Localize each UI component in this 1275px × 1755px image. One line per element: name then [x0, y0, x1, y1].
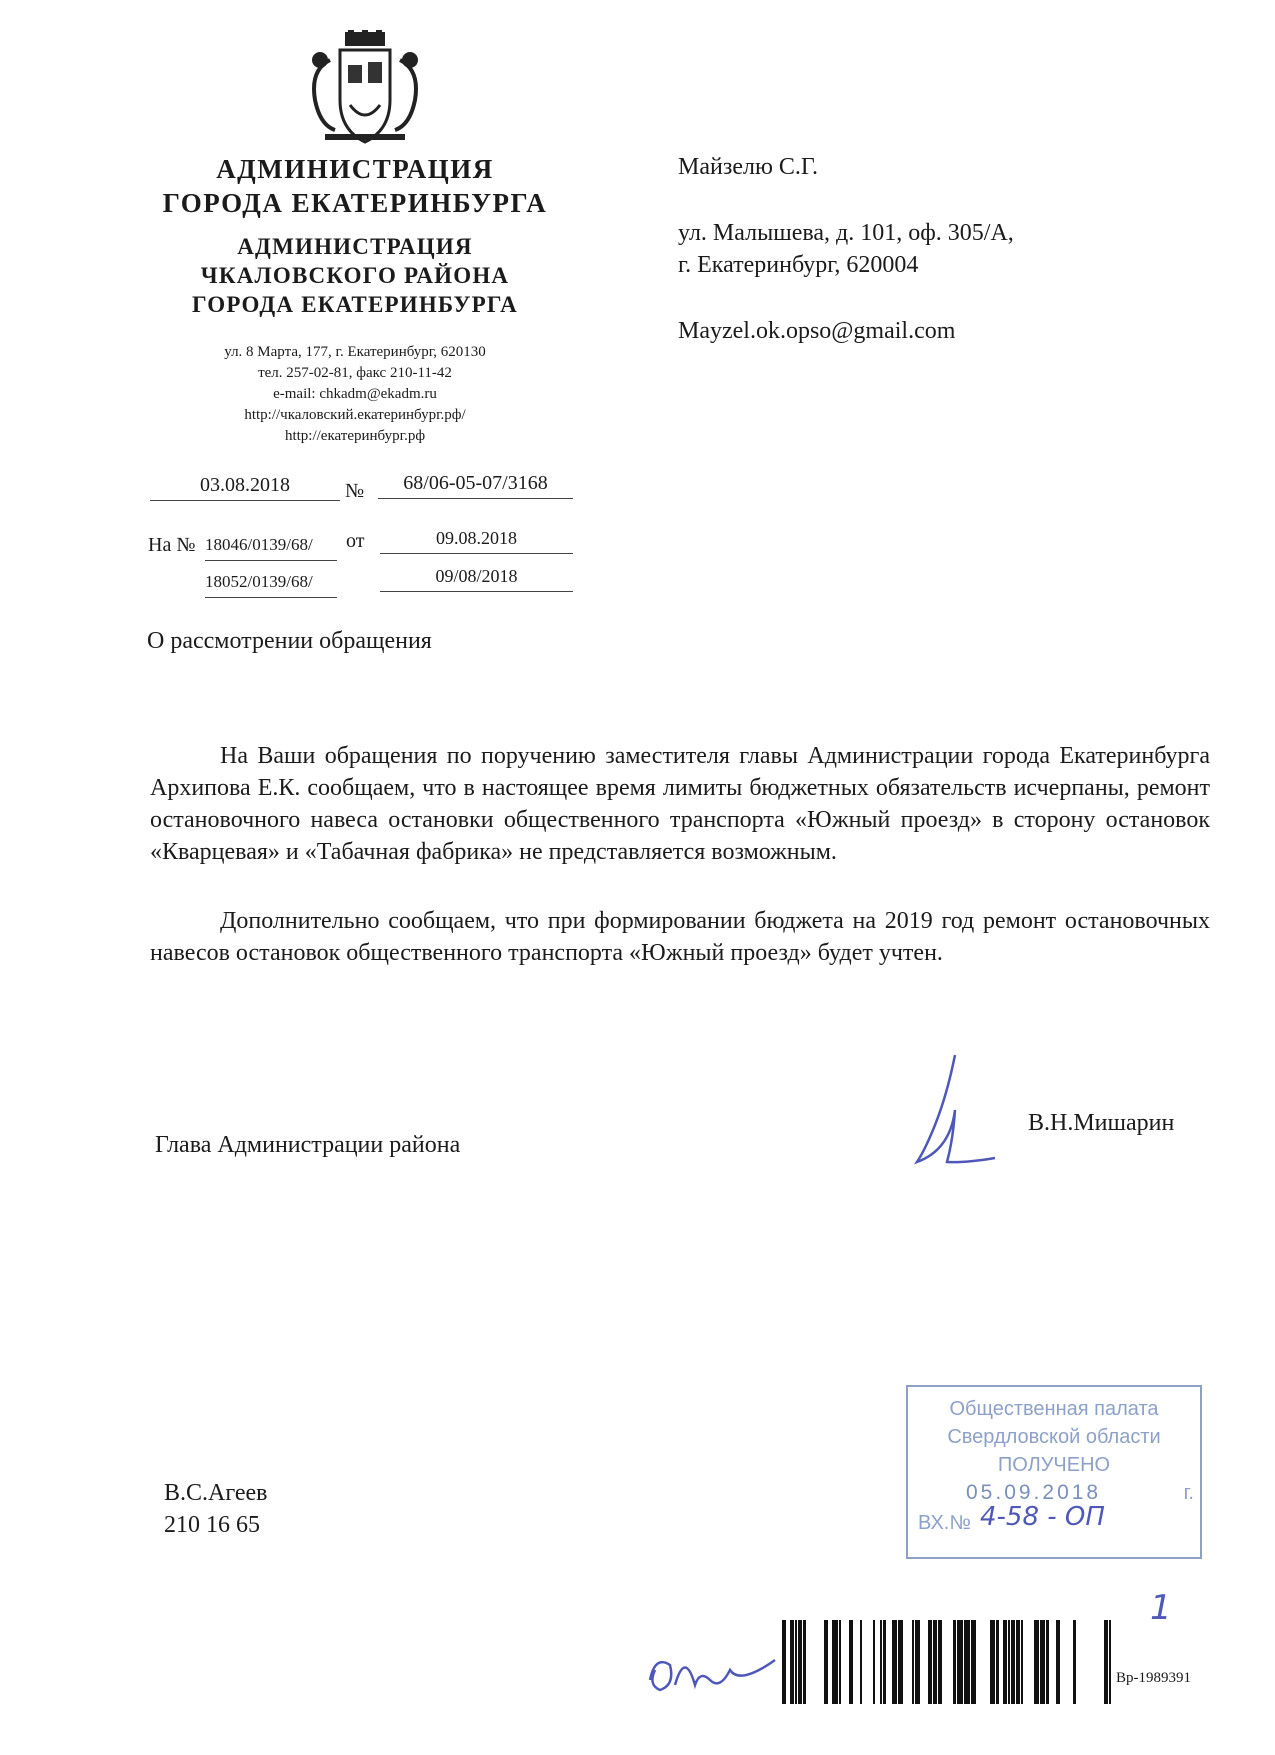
- org-site-city: http://екатеринбург.рф: [284, 428, 426, 444]
- stamp-line-2: Свердловской области: [947, 1426, 1161, 1448]
- reg-number-label: №: [345, 480, 365, 502]
- recipient-street: ул. Малышева, д. 101, оф. 305/А,: [678, 220, 1014, 246]
- signer-position: Глава Администрации района: [155, 1132, 461, 1158]
- barcode-number: Вр-1989391: [1116, 1670, 1191, 1686]
- org-address: ул. 8 Марта, 177, г. Екатеринбург, 620130: [224, 344, 486, 360]
- ref-from-label: от: [346, 530, 365, 552]
- executor-name: В.С.Агеев: [164, 1480, 268, 1506]
- ref-number-2: 18052/0139/68/: [205, 567, 337, 598]
- barcode-image: [782, 1620, 1112, 1704]
- org-site-district: http://чкаловский.екатеринбург.рф/: [244, 407, 466, 423]
- org-title-line1: АДМИНИСТРАЦИЯ: [216, 154, 494, 184]
- reg-number: 68/06-05-07/3168: [378, 468, 573, 499]
- ref-date-1: 09.08.2018: [380, 523, 573, 554]
- stamp-year-suffix: г.: [1183, 1482, 1194, 1504]
- ref-number-1: 18046/0139/68/: [205, 530, 337, 561]
- letter-subject: О рассмотрении обращения: [147, 628, 432, 654]
- recipient-city: г. Екатеринбург, 620004: [678, 252, 919, 278]
- org-title-line2: ГОРОДА ЕКАТЕРИНБУРГА: [162, 188, 548, 218]
- org-phone: тел. 257-02-81, факс 210-11-42: [258, 365, 452, 381]
- dept-title-line3: ГОРОДА ЕКАТЕРИНБУРГА: [192, 292, 518, 317]
- stamp-line-1: Общественная палата: [949, 1398, 1159, 1420]
- ref-label: На №: [148, 534, 196, 556]
- dept-title-line1: АДМИНИСТРАЦИЯ: [237, 234, 473, 259]
- stamp-line-3: ПОЛУЧЕНО: [997, 1454, 1111, 1476]
- body-paragraph-1: На Ваши обращения по поручению заместителя главы Администрации города Екатеринбурга Архипова Е.К. сообщаем, что в настоящее время лимиты бюджетных обязательств исчерпаны, ремонт остановочного навеса остановки общественного транспорта «Южный проезд» в сторону остановок «Кварцевая» и «Табачная фабрика» не представляется возможным.: [150, 743, 1210, 865]
- initials-scribble: [640, 1640, 780, 1710]
- dept-title-line2: ЧКАЛОВСКОГО РАЙОНА: [200, 263, 510, 288]
- signature-mark: [895, 1050, 1005, 1180]
- recipient-name: Майзелю С.Г.: [678, 154, 819, 180]
- body-paragraph-2: Дополнительно сообщаем, что при формировании бюджета на 2019 год ремонт остановочных навесов остановок общественного транспорта «Южный проезд» будет учтен.: [150, 908, 1210, 966]
- received-stamp: [906, 1385, 1202, 1559]
- coat-of-arms-logo: [290, 30, 440, 150]
- stamp-date: 05.09.2018: [966, 1481, 1102, 1504]
- stamp-in-label: ВХ.№: [918, 1512, 971, 1534]
- page-mark: 1: [1150, 1588, 1172, 1628]
- recipient-email: Mayzel.ok.opso@gmail.com: [678, 318, 956, 344]
- signer-name: В.Н.Мишарин: [1028, 1110, 1175, 1136]
- stamp-in-number: 4-58 - ОП: [980, 1502, 1105, 1532]
- ref-date-2: 09/08/2018: [380, 561, 573, 592]
- executor-phone: 210 16 65: [164, 1512, 260, 1538]
- org-email: e-mail: chkadm@ekadm.ru: [273, 386, 437, 402]
- reg-date: 03.08.2018: [150, 470, 340, 501]
